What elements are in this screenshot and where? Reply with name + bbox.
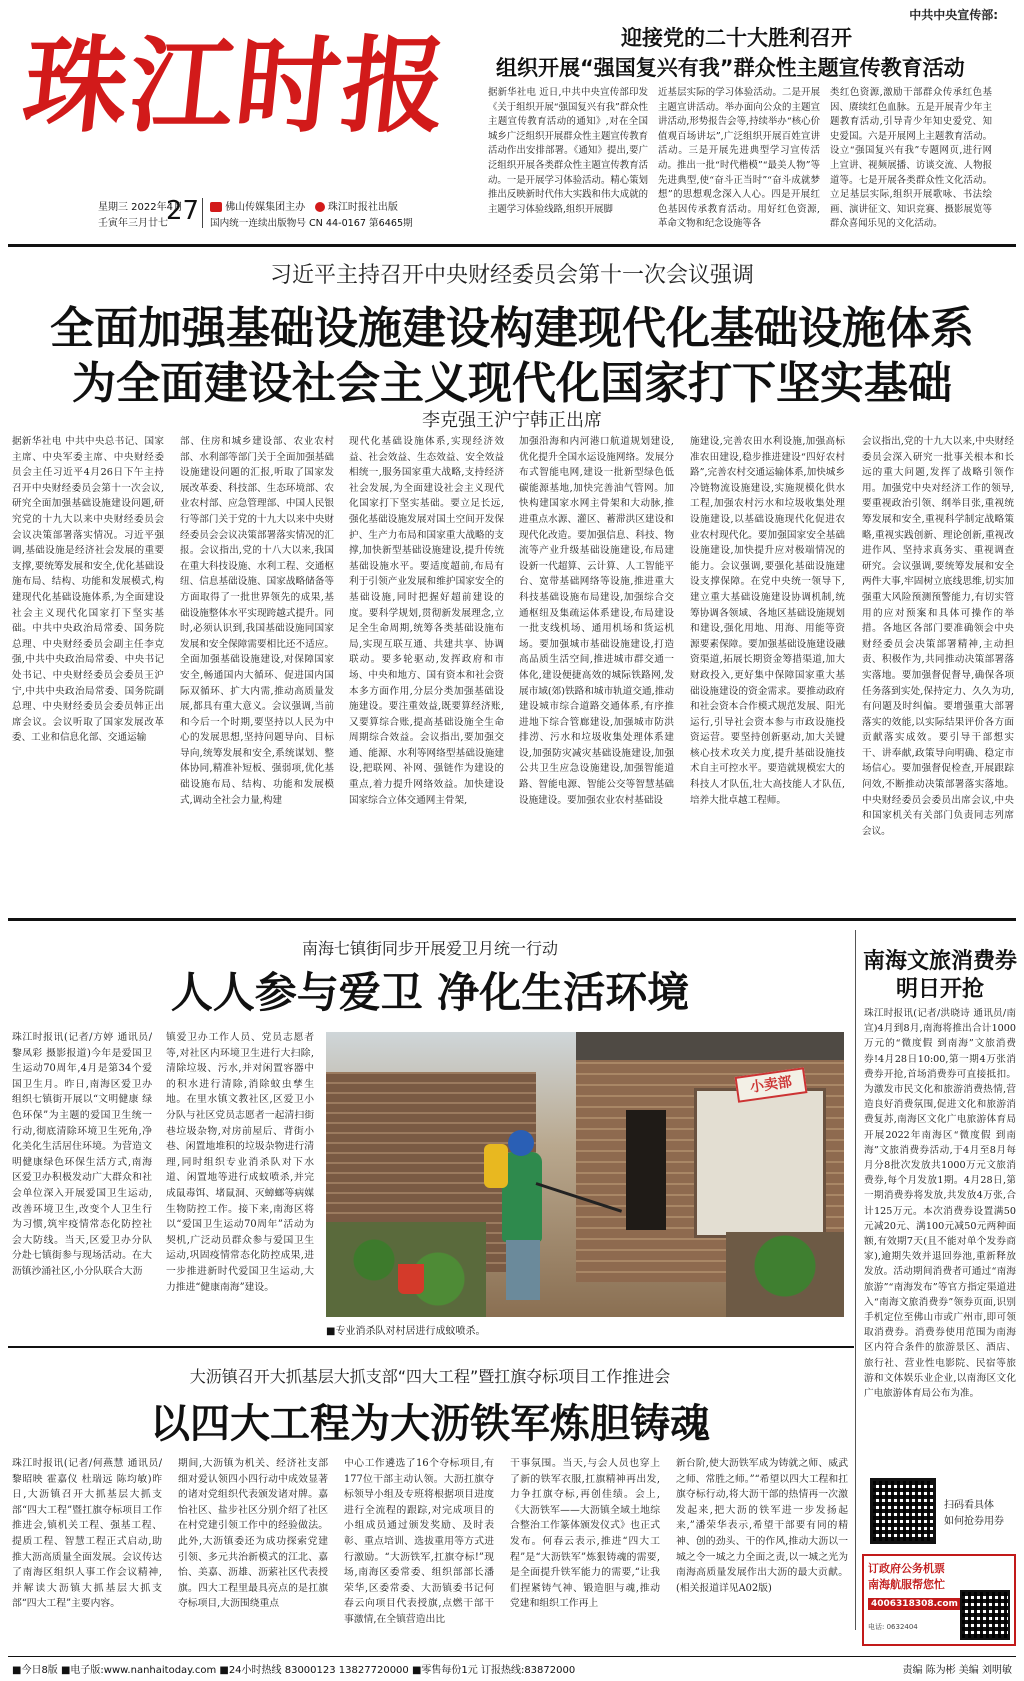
photo-worker-head (508, 1130, 534, 1156)
dali-kicker: 大沥镇召开大抓基层大抓支部“四大工程”暨扛旗夺标项目工作推进会 (189, 1367, 671, 1386)
aiwei-photo (326, 1032, 844, 1317)
lead-col-5: 施建设,完善农田水利设施,加强高标准农田建设,稳步推进建设“四好农村路”,完善农村交通运输体系,加快城乡冷链物流设施建设,实施规模化供水工程,加强农村污水和垃圾收集处理设施建设,以基础设施现代化促进农业农村现代化。要加强国家安全基础设施建设,加快提升应对极端情况的能力。会议强调,要强化基础设施建设支撑保障。在党中央统一领导下,建立重大基础设施建设协调机制,统筹协调各领域、各地区基础设施规划和建设,强化用地、用海、用能等资源要素保障。要加强基础设施建设融资渠道,拓展长期资金筹措渠道,加大财政投入,更好集中保障国家重大基础设施建设的资金需求。要推动政府和社会资本合作模式规范发展、阳光运行,引导社会资本参与市政设施投资运营。要坚持创新驱动,加大关键核心技术攻关力度,提升基础设施技术自主可控水平。要造就规模宏大的科技人才队伍,壮大高技能人才队伍,培养大批卓越工程师。 (690, 436, 845, 806)
culture-qr-code[interactable] (870, 1478, 936, 1544)
photo-sprayer-tank (484, 1144, 508, 1188)
masthead-title: 珠江时报 (17, 24, 455, 147)
rule-aiwei (8, 1346, 854, 1348)
top-story-col-1: 据新华社电 近日,中共中央宣传部印发《关于组织开展“强国复兴有我”群众性主题宣传教育活动的通知》,对在全国城乡广泛组织开展群众性主题宣传教育活动作出安排部署。《通知》提出,要广泛组织开展各类群众性主题宣传教育活动。一是开展学习体验活动。精心策划推出反映新时代伟大实践和伟大成就的主题学习体验线路,组织开展脚 (488, 87, 648, 215)
culture-title-line2: 明日开抢 (895, 977, 984, 1002)
photo-mural-panel (694, 1088, 826, 1238)
lead-kicker: 习近平主持召开中央财经委员会第十一次会议强调 (269, 263, 754, 288)
aiwei-title: 人人参与爱卫 净化生活环境 (170, 968, 690, 1017)
photo-plants-right (726, 1232, 844, 1317)
lead-subtitle: 李克强王沪宁韩正出席 (422, 410, 602, 431)
sponsor-logo-icon (210, 202, 222, 212)
rule-footer (8, 1656, 1016, 1657)
masthead-sponsor-row (210, 198, 398, 213)
lead-col-2: 部、住房和城乡建设部、农业农村部、水利部等部门关于全面加强基础设施建设问题的汇报,听取了国家发展改革委、科技部、生态环境部、农业农村部、应急管理部、中国人民银行等部门关于党的十九大以来中央财经委员会会议决策部署落实情况的汇报。会议指出,党的十八大以来,我国在重大科技设施、水利工程、交通枢纽、信息基础设施、国家战略储备等方面取得了一批世界领先的成果,基础设施整体水平实现跨越式提升。同时,必须认识到,我国基础设施同国家发展和安全保障需要相比还不适应。全面加强基础设施建设,对保障国家安全,畅通国内大循环、促进国内国际双循环、扩大内需,推动高质量发展,都具有重大意义。会议强调,当前和今后一个时期,要坚持以人民为中心的发展思想,坚持问题导向、目标导向,统筹发展和安全,系统谋划、整体协同,精准补短板、强弱项,优化基础设施布局、结构、功能和发展模式,调动全社会力量,构建 (180, 436, 334, 806)
dali-col-1: 珠江时报讯(记者/何燕慧 通讯员/黎昭映 霍嘉仪 杜瑞远 陈均敏)昨日,大沥镇召开大抓基层大抓支部“四大工程”暨扛旗夺标项目工作推进会,镇机关工程、强基工程、提质工程、智慧工程正式启动,助推大沥高质量全面发展。会议传达了南海区组织人事工作会议精神,并解读大沥镇大抓基层大抓支部“四大工程”主要内容。 (12, 1458, 162, 1610)
rule-masthead (8, 244, 1016, 247)
masthead (0, 0, 470, 240)
footer-left: ■今日8版 ■电子版:www.nanhaitoday.com ■24小时热线 83000123 13827720000 ■零售每份1元 订报热线:83872000 (12, 1665, 576, 1676)
masthead-divider (202, 198, 203, 228)
lead-col-4: 加强沿海和内河港口航道规划建设,优化提升全国水运设施网络。发展分布式智能电网,建设一批新型绿色低碳能源基地,加快完善油气管网。加快构建国家水网主骨架和大动脉,推进重点水源、灌区、蓄滞洪区建设和现代化改造。要加强信息、科技、物流等产业升级基础设施建设,布局建设新一代超算、云计算、人工智能平台、宽带基础网络等设施,推进重大科技基础设施布局建设,加强综合交通枢纽及集疏运体系建设,布局建设一批支线机场、通用机场和货运机场。要加强城市基础设施建设,打造高品质生活空间,推进城市群交通一体化,建设便捷高效的城际铁路网,发展市域(郊)铁路和城市轨道交通,推动建设城市综合道路交通体系,有序推进地下综合管廊建设,加强城市防洪排涝、污水和垃圾收集处理体系建设,加强防灾减灾基础设施建设,加强公共卫生应急设施建设,加强智能道路、智能电源、智能公交等智慧基础设施建设。要加强农业农村基础设 (519, 436, 674, 806)
lead-title-line2: 为全面建设社会主义现代化国家打下坚实基础 (72, 358, 952, 409)
ad-qr-code[interactable] (960, 1590, 1010, 1640)
dali-title: 以四大工程为大沥铁军炼胆铸魂 (150, 1401, 710, 1447)
lead-col-1: 据新华社电 中共中央总书记、国家主席、中央军委主席、中央财经委员会主任习近平4月26日下午主持召开中央财经委员会第十一次会议,研究全面加强基础设施建设问题,研究党的十九大以来中央财经委员会会议决策部署落实情况。习近平强调,基础设施是经济社会发展的重要支撑,要统筹发展和安全,优化基础设施布局、结构、功能和发展模式,构建现代化基础设施体系,为全面建设社会主义现代化国家打下坚实基础。中共中央政治局常委、国务院总理、中央财经委员会副主任李克强,中共中央政治局常委、中央书记处书记、中央财经委员会委员王沪宁,中共中央政治局常委、国务院副总理、中央财经委员会委员韩正出席会议。会议听取了国家发展改革委、工业和信息化部、交通运输 (12, 436, 164, 744)
top-story-col-2: 近基层实际的学习体验活动。二是开展主题宣讲活动。举办面向公众的主题宣讲活动,形势报告会等,持续举办“核心价值观百场讲坛”,广泛组织开展百姓宣讲活动。三是开展先进典型学习宣传活动。推出一批“时代楷模”“最美人物”等先进典型,使“奋斗正当时”“奋斗成就梦想”的思想观念深入人心。四是开展红色基因传承教育活动。用好红色资源,革命文物和纪念设施等各 (658, 87, 820, 230)
aiwei-kicker: 南海七镇街同步开展爱卫月统一行动 (301, 939, 558, 958)
aiwei-col-2: 镇爱卫办工作人员、党员志愿者等,对社区内环境卫生进行大扫除,清除垃圾、污水,并对闲置容器中的积水进行清除,消除蚊虫孳生地。在里水镇文教社区,区爱卫小分队与社区党员志愿者一起清扫街巷垃圾杂物,对房前屋后、背街小巷、闲置地堆积的垃圾杂物进行清理,同时组织专业消杀队对下水道、闲置地等进行成蚊喷杀,并完成鼠毒饵、堵鼠洞、灭蟑螂等病媒生物防控工作。接下来,南海区将以“爱国卫生运动70周年”活动为契机,广泛动员群众参与爱国卫生运动,巩固疫情常态化防控成果,进一步推进新时代爱国卫生运动,大力推进“健康南海”建设。 (166, 1032, 314, 1293)
sponsor2: 珠江时报社出版 (327, 202, 398, 213)
dali-col-2: 期间,大沥镇为机关、经济社支部细对爱认领四小四行动中成效显著的诸对党组织代表颁发诸对牌。嘉怡社区、盐步社区分别介绍了社区在村党建引领工作中的经验做法。此外,大沥镇委还为成功探索党建引领、多元共治新模式的江北、嘉怡、美嘉、沥雄、沥萦社区代表授旗。四大工程里最具亮点的是扛旗夺标项目,大沥围绕重点 (178, 1458, 328, 1610)
culture-qr-label-1: 扫码看具体 (944, 1500, 994, 1511)
sponsor1: 佛山传媒集团主办 (225, 202, 306, 213)
lead-title-line1: 全面加强基础设施建设构建现代化基础设施体系 (50, 303, 974, 354)
aiwei-photo-caption: ■专业消杀队对村居进行成蚊喷杀。 (326, 1326, 486, 1337)
ad-line2: 南海航服帮您忙 (868, 1578, 945, 1591)
top-story (476, 0, 1016, 240)
ad-box[interactable] (862, 1554, 1016, 1646)
top-story-kicker: 中共中央宣传部: (909, 8, 998, 22)
photo-shop-sign: 小卖部 (735, 1067, 808, 1102)
culture-body: 珠江时报讯(记者/洪晓诗 通讯员/南宣)4月到8月,南海将推出合计1000万元的“微度假 到南海”文旅消费券!4月28日10:00,第一期4万张消费券开抢,首场消费券可直接抵扣。为激发市民文化和旅游消费热情,营造良好消费氛围,促进文化和旅游消费复苏,南海区文化广电旅游体育局开展2022年南海区“微度假 到南海”文旅消费券活动,于4月至8月每月分8批次发放共1000万元文旅消费券,每个月发放1期。4月28日,第一期消费券将发放,共发放4万张,合计125万元。本次消费券设置满50元减20元、满100元减50元两种面额,有效期7天(且不能对单个发券商家),逾期失效并退回券池,重新释放发放。活动期间消费者可通过“南海旅游”“南海发布”等官方指定渠道进入“南海文旅消费券”领券页面,识别手机定位至佛山市或广州市,即可领取消费券。消费券使用范围为南海区内符合条件的旅游景区、酒店、旅行社、营业性电影院、民宿等旅游和文体娱乐业企业,以南海区文化广电旅游体育局公布为准。 (864, 1008, 1016, 1400)
photo-doorway (626, 1110, 666, 1230)
lead-col-6: 会议指出,党的十九大以来,中央财经委员会深入研究一批事关根本和长远的重大问题,发挥了战略引领作用。加强党中央对经济工作的领导,要重视政治引领、纲举目张,重视统筹发展和安全,重视科学制定战略策略,重视实践创新、理论创新,重视改进作风、坚持求真务实、重视调查研究。会议强调,要统筹发展和安全两件大事,牢固树立底线思维,切实加强重大风险预测预警能力,有切实管用的应对预案和具体可操作的举措。各地区各部门要准确领会中央财经委员会决策部署精神,主动担责、积极作为,共同推动决策部署落实落地。要加强督促督导,确保各项任务落到实处,保持定力、久久为功,有问题及时纠偏。要增强重大部署落实的效能,以实际结果评价各方面贡献落实成效。要引导干部想实干、讲奉献,政策导向明确、稳定市场信心。要加强督促检查,开展跟踪问效,不断推动决策部署落实落地。中央财经委员会委员出席会议,中央和国家机关有关部门负责同志列席会议。 (862, 436, 1014, 837)
photo-worker-body (502, 1152, 542, 1242)
aiwei-col-1: 珠江时报讯(记者/方婷 通讯员/黎凤彩 摄影报道)今年是爱国卫生运动70周年,4月是第34个爱国卫生月。昨日,南海区爱卫办组织七镇街开展以“文明健康 绿色环保”为主题的爱国卫生统一行动,彻底清除环境卫生死角,净化美化生活居住环境。为营造文明健康绿色环保生活方式,南海区爱卫办积极发动广大群众和社会单位深入开展爱国卫生运动,改善环境卫生,改变个人卫生行为习惯,筑牢疫情常态化防控社会大防线。当天,区爱卫办分队分赴七镇街参与现场活动。在大沥镇沙涌社区,小分队联合大沥 (12, 1032, 152, 1277)
footer-right: 责编 陈为彬 美编 刘明敏 (902, 1665, 1012, 1676)
dali-col-5: 新台阶,使大沥铁军成为铸就之师、威武之师、常胜之师。”“希望以四大工程和扛旗夺标行动,将大沥干部的热情再一次激发起来,把大沥的铁军进一步发扬起来,”潘荣华表示,希望干部要有同的精神、创的劲头、干的作风,推动大沥以一城之令一城之力全面之责,以一城之光为南海高质量发展作出大沥的最大贡献。(相关报道详见A02版) (676, 1458, 848, 1594)
masthead-day: 27 (166, 196, 200, 226)
rule-lead (8, 918, 1016, 921)
ad-phone: 4006318308.com (868, 1598, 961, 1610)
lead-col-3: 现代化基础设施体系,实现经济效益、社会效益、生态效益、安全效益相统一,服务国家重大战略,支持经济社会发展,为全面建设社会主义现代化国家打下坚实基础。要立足长远,强化基础设施发展对国土空间开发保护、生产力布局和国家重大战略的支撑,加快新型基础设施建设,提升传统基础设施水平。要适度超前,布局有利于引领产业发展和维护国家安全的基础设施,同时把握好超前建设的度。要科学规划,贯彻新发展理念,立足全生命周期,统筹各类基础设施布局,实现互联互通、共建共享、协调联动。要多轮驱动,发挥政府和市场、中央和地方、国有资本和社会资本多方面作用,分层分类加强基础设施建设。要注重效益,既要算经济账,又要算综合账,提高基础设施全生命周期综合效益。会议指出,要加强交通、能源、水利等网络型基础设施建设,把联网、补网、强链作为建设的重点,着力提升网络效益。加快建设国家综合立体交通网主骨架, (349, 436, 504, 806)
dali-col-4: 干事氛围。当天,与会人员也穿上了新的铁军衣服,扛旗精神再出发,力争扛旗夺标,再创佳绩。会上,《大沥铁军——大沥镇全域土地综合整治工作篆体颁发仪式》也正式发布。何春云表示,推进“四大工程”是“大沥铁军”炼狠铸魂的需要,是全面提升铁军能力的需要,“让我们捏紧铸气神、锻造胆与魂,推动党建和组织工作再上 (510, 1458, 660, 1610)
culture-title-line1: 南海文旅消费券 (862, 949, 1017, 974)
masthead-cn-number: 国内统一连续出版物号 CN 44-0167 第6465期 (210, 218, 413, 229)
photo-red-bucket (398, 1264, 424, 1294)
masthead-date-line: 星期三 2022年4月 (98, 202, 183, 213)
rule-culture-left (855, 930, 856, 1630)
ad-footer: 电话: 0632404 (868, 1623, 918, 1631)
top-story-title-line2: 组织开展“强国复兴有我”群众性主题宣传教育活动 (496, 56, 965, 80)
masthead-lunar-line: 壬寅年三月廿七 (98, 218, 168, 229)
top-story-title-line1: 迎接党的二十大胜利召开 (621, 26, 852, 50)
top-story-col-3: 类红色资源,激励干部群众传承红色基因、赓续红色血脉。五是开展青少年主题教育活动,引导青少年知史爱党、知史爱国。六是开展网上主题教育活动。设立“强国复兴有我”专题网页,进行网上宣讲、视频展播、访谈交流、人物报道等。七是开展各类群众性文化活动。立足基层实际,组织开展歌咏、书法绘画、演讲征文、知识竞赛、摄影展览等群众喜闻乐见的文化活动。 (830, 87, 992, 230)
ad-line1: 订政府公务机票 (868, 1562, 945, 1575)
photo-worker-legs (506, 1240, 540, 1300)
culture-qr-label-2: 如何抢券用券 (944, 1516, 1004, 1527)
sponsor2-logo-icon (315, 202, 325, 212)
dali-col-3: 中心工作遴选了16个夺标项目,有177位干部主动认领。大沥扛旗夺标领导小组及专班将根据项目进度进行全流程的跟踪,对完成项目的小组成员通过颁发奖励、及时表彰、重点培训、选拔重用等方式进行激励。“大沥铁军,扛旗夺标!”现场,南海区委常委、组织部部长潘荣华,区委常委、大沥镇委书记何春云向项目代表授旗,点燃干部干事激情,在全镇营造出比 (344, 1458, 494, 1625)
photo-roof (576, 1032, 844, 1060)
